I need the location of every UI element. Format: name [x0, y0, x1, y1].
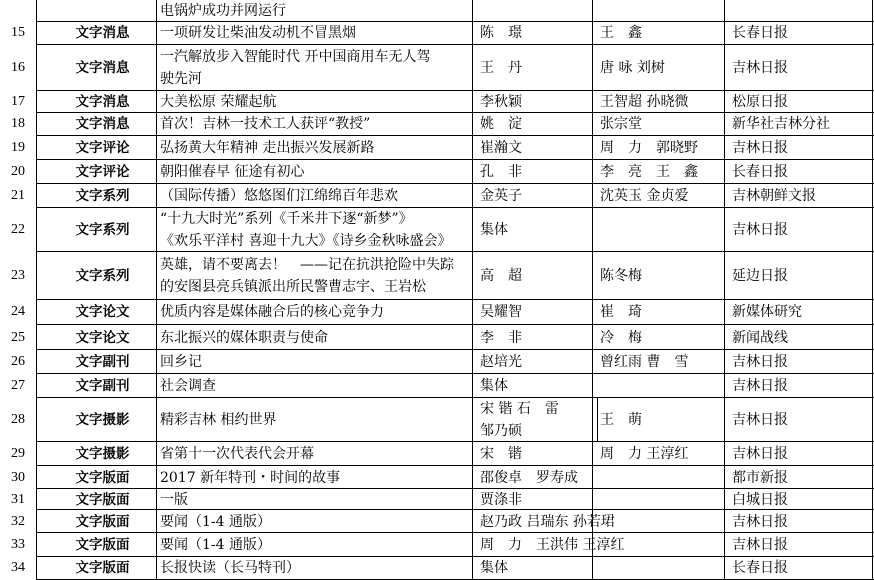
column-rule [597, 398, 598, 442]
entry-title: 一项研发让柴油发动机不冒黑烟 [160, 25, 356, 41]
entry-outlet: 吉林朝鲜文报 [732, 188, 816, 204]
entry-outlet: 吉林日报 [732, 140, 788, 156]
entry-title: 首次！吉林一技术工人获评“教授” [160, 116, 371, 132]
entry-author: 赵乃政 吕瑞东 孙若珺 [480, 514, 615, 530]
entry-title: 弘扬黄大年精神 走出振兴发展新路 [160, 140, 375, 156]
entry-title: 英雄，请不要离去！ ——记在抗洪抢险中失踪 [160, 257, 454, 273]
entry-editor: 崔 琦 [600, 304, 642, 320]
entry-title: 社会调查 [160, 378, 216, 394]
entry-title: 一汽解放步入智能时代 开中国商用车无人驾 [160, 49, 431, 65]
entry-number: 30 [11, 470, 25, 485]
entry-author: 李 非 [480, 330, 522, 346]
entry-outlet: 吉林日报 [732, 537, 788, 553]
entry-author: 崔瀚文 [480, 140, 522, 156]
entry-number: 31 [11, 492, 25, 507]
entry-outlet: 白城日报 [732, 492, 788, 508]
row-rule [36, 299, 874, 300]
entry-author: 集体 [480, 378, 508, 394]
entry-category: 文字系列 [75, 222, 130, 238]
entry-title: 精彩吉林 相约世界 [160, 412, 277, 428]
entry-category: 文字消息 [75, 60, 130, 76]
entry-outlet: 新媒体研究 [732, 304, 802, 320]
entry-outlet: 延边日报 [732, 268, 788, 284]
entry-author: 赵培光 [480, 354, 522, 370]
entry-title: 省第十一次代表代会开幕 [160, 446, 314, 462]
entry-author: 孔 非 [480, 164, 522, 180]
entry-outlet: 新华社吉林分社 [732, 116, 830, 132]
entry-category: 文字评论 [75, 140, 130, 156]
entry-category: 文字副刊 [75, 378, 130, 394]
entry-category: 文字版面 [75, 514, 130, 530]
entry-author: 李秋颖 [480, 94, 522, 110]
entry-category: 文字系列 [75, 188, 130, 204]
entry-editor: 曾红雨 曹 雪 [600, 354, 689, 370]
row-rule [36, 532, 874, 533]
row-rule [36, 21, 874, 22]
row-rule [36, 183, 874, 184]
entry-number: 26 [11, 354, 25, 369]
entry-category: 文字版面 [75, 560, 130, 576]
entry-number: 16 [11, 60, 25, 75]
entry-title: 要闻（1-4 通版） [160, 537, 271, 553]
entry-category: 文字副刊 [75, 354, 130, 370]
entry-editor: 陈冬梅 [600, 268, 642, 284]
column-rule [872, 0, 873, 580]
row-rule [36, 159, 874, 160]
row-rule [36, 441, 874, 442]
entry-category: 文字摄影 [75, 446, 130, 462]
entry-title: 电锅炉成功并网运行 [160, 3, 286, 19]
entry-number: 21 [11, 188, 25, 203]
entry-outlet: 吉林日报 [732, 222, 788, 238]
entry-title: 2017 新年特刊・时间的故事 [160, 470, 341, 486]
entry-category: 文字论文 [75, 330, 130, 346]
entry-number: 17 [11, 94, 25, 109]
row-rule [36, 349, 874, 350]
entry-editor: 张宗堂 [600, 116, 642, 132]
entry-number: 18 [11, 116, 25, 131]
entry-author: 金英子 [480, 188, 522, 204]
column-rule [592, 0, 593, 580]
entry-title: 长报快读（长马特刊） [160, 560, 300, 576]
entry-category: 文字摄影 [75, 412, 130, 428]
entry-title: 驶先河 [160, 71, 202, 87]
entry-author: 高 超 [480, 268, 522, 284]
entry-number: 25 [11, 330, 25, 345]
entry-outlet: 松原日报 [732, 94, 788, 110]
entry-author: 周 力 王洪伟 王淳红 [480, 537, 625, 553]
row-rule [36, 207, 874, 208]
row-rule [36, 112, 874, 113]
column-rule [156, 0, 157, 580]
entry-category: 文字版面 [75, 470, 130, 486]
entry-number: 29 [11, 446, 25, 461]
entry-category: 文字消息 [75, 94, 130, 110]
entry-number: 15 [11, 25, 25, 40]
entry-title: （国际传播）悠悠图们江绵绵百年悲欢 [160, 188, 398, 204]
entry-author: 邹乃硕 [480, 423, 522, 439]
entry-editor: 唐 咏 刘树 [600, 60, 665, 76]
entry-outlet: 吉林日报 [732, 354, 788, 370]
entry-author: 姚 淀 [480, 116, 522, 132]
row-rule [36, 324, 874, 325]
entry-editor: 沈英玉 金贞爱 [600, 188, 689, 204]
entry-outlet: 吉林日报 [732, 378, 788, 394]
entry-outlet: 吉林日报 [732, 514, 788, 530]
entry-editor: 李 亮 王 鑫 [600, 164, 698, 180]
entry-number: 20 [11, 164, 25, 179]
entry-number: 24 [11, 304, 25, 319]
entry-category: 文字论文 [75, 304, 130, 320]
entry-author: 王 丹 [480, 60, 522, 76]
entry-title: 的安图县亮兵镇派出所民警曹志宇、王岩松 [160, 279, 426, 295]
entry-author: 宋 锴 [480, 446, 522, 462]
entry-number: 34 [11, 560, 25, 575]
entry-author: 集体 [480, 222, 508, 238]
row-rule [36, 44, 874, 45]
row-rule [36, 90, 874, 91]
entry-author: 邵俊卓 罗寿成 [480, 470, 578, 486]
entry-outlet: 吉林日报 [732, 446, 788, 462]
row-rule [36, 488, 874, 489]
entry-number: 33 [11, 537, 25, 552]
entry-author: 吴耀智 [480, 304, 522, 320]
entry-number: 27 [11, 378, 25, 393]
entry-editor: 王 鑫 [600, 25, 642, 41]
entry-number: 23 [11, 268, 25, 283]
entry-title: 《欢乐平洋村 喜迎十九大》《诗乡金秋咏盛会》 [160, 233, 452, 249]
entry-title: 要闻（1-4 通版） [160, 514, 271, 530]
entry-editor: 王智超 孙晓微 [600, 94, 689, 110]
column-rule [472, 0, 473, 580]
entry-category: 文字版面 [75, 537, 130, 553]
entry-title: 大美松原 荣耀起航 [160, 94, 277, 110]
entry-editor: 王 萌 [600, 412, 642, 428]
entry-outlet: 都市新报 [732, 470, 788, 486]
row-rule [36, 135, 874, 136]
entry-outlet: 长春日报 [732, 164, 788, 180]
row-rule [36, 373, 874, 374]
entry-category: 文字系列 [75, 268, 130, 284]
entry-title: 回乡记 [160, 354, 202, 370]
entry-title: 朝阳催春早 征途有初心 [160, 164, 305, 180]
entry-number: 28 [11, 412, 25, 427]
row-rule [36, 397, 874, 398]
entry-author: 宋 锴 石 雷 [480, 401, 559, 417]
entry-number: 32 [11, 514, 25, 529]
entry-number: 19 [11, 140, 25, 155]
row-rule [36, 509, 874, 510]
entry-editor: 冷 梅 [600, 330, 642, 346]
row-rule [36, 251, 874, 252]
entry-title: 东北振兴的媒体职责与使命 [160, 330, 328, 346]
entry-category: 文字评论 [75, 164, 130, 180]
entry-author: 陈 璟 [480, 25, 522, 41]
entry-outlet: 长春日报 [732, 560, 788, 576]
entry-title: “十九大时光”系列《千米井下逐“新梦”》 [160, 211, 413, 227]
entry-category: 文字消息 [75, 116, 130, 132]
entry-title: 优质内容是媒体融合后的核心竞争力 [160, 304, 384, 320]
row-rule [36, 556, 874, 557]
column-rule [724, 0, 725, 580]
entry-editor: 周 力 王淳红 [600, 446, 689, 462]
entry-outlet: 吉林日报 [732, 412, 788, 428]
row-rule [36, 465, 874, 466]
entry-editor: 周 力 郭晓野 [600, 140, 698, 156]
entry-author: 集体 [480, 560, 508, 576]
entry-author: 贾涤非 [480, 492, 522, 508]
entry-outlet: 吉林日报 [732, 60, 788, 76]
column-rule [36, 0, 37, 580]
entry-category: 文字消息 [75, 25, 130, 41]
entry-title: 一版 [160, 492, 188, 508]
entry-outlet: 长春日报 [732, 25, 788, 41]
entry-category: 文字版面 [75, 492, 130, 508]
entry-outlet: 新闻战线 [732, 330, 788, 346]
entry-number: 22 [11, 222, 25, 237]
